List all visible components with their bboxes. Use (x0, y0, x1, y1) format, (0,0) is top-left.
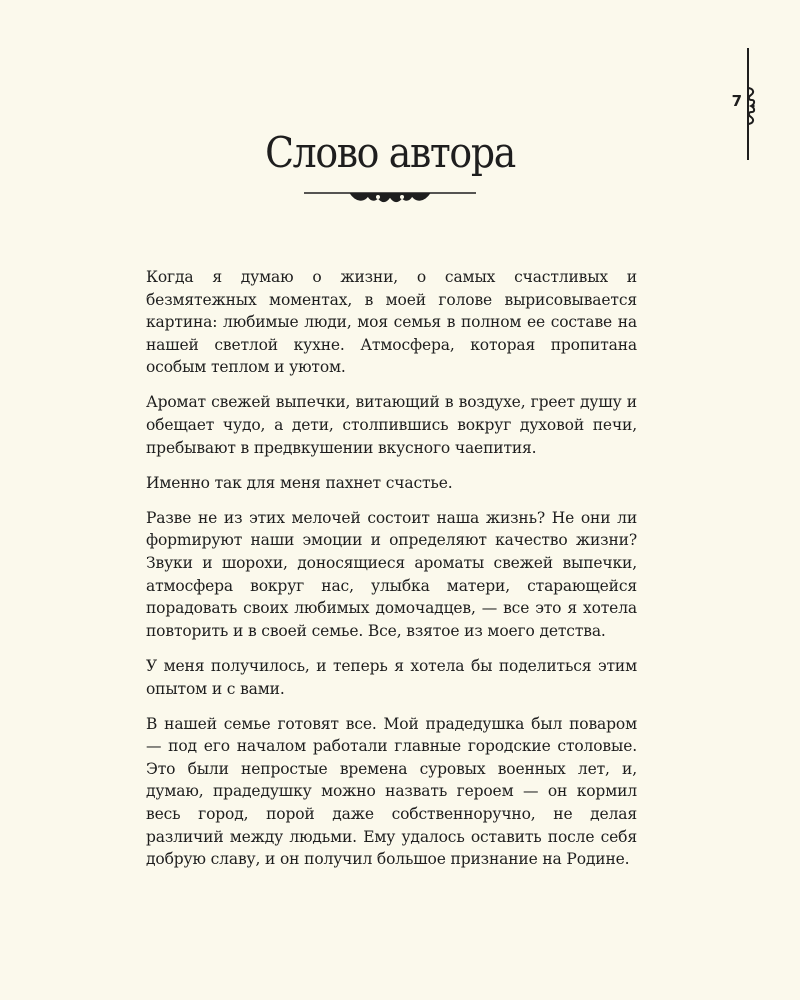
paragraph: Именно так для меня пахнет счастье. (146, 473, 453, 492)
body-text (146, 266, 637, 883)
page-number: 7 (731, 92, 742, 110)
paragraph: Аромат свежей выпечки, витающий в воздухе, греет душу и обещает чудо, а дети, столпившись вокруг духовой печи, пребывают в предвкушении вкусного чаепития. (146, 393, 637, 457)
paragraph: У меня получилось, и теперь я хотела бы поделиться этим опытом и с вами. (146, 656, 637, 698)
title-ornament-icon (300, 188, 480, 204)
page-number-flourish-icon (747, 84, 757, 128)
paragraph: Когда я думаю о жизни, о самых счастливых и безмятежных моментах, в моей голове вырисовывается картина: любимые люди, моя семья в полном ее составе на нашей светлой кухне. Атмосфера, которая пропитана особым теплом и уютом. (146, 268, 637, 377)
paragraph: В нашей семье готовят все. Мой прадедушка был поваром — под его началом работали главные городские столовые. Это были непростые времена суровых военных лет, и, думаю, прадедушку можно назвать героем — он кормил весь город, порой даже собственноручно, не делая различий между людьми. Ему удалось оставить после себя добрую славу, и он получил большое признание на Родине. (146, 714, 637, 869)
paragraph: Разве не из этих мелочей состоит наша жизнь? Не они ли форmируют наши эмоции и определяют качество жизни? Звуки и шорохи, доносящиеся ароматы свежей выпечки, атмосфера вокруг нас, улыбка матери, старающейся порадовать своих любимых домочадцев, — все это я хотела повторить и в своей семье. Все, взятое из моего детства. (146, 508, 637, 640)
page-title: Слово автора (265, 128, 515, 177)
